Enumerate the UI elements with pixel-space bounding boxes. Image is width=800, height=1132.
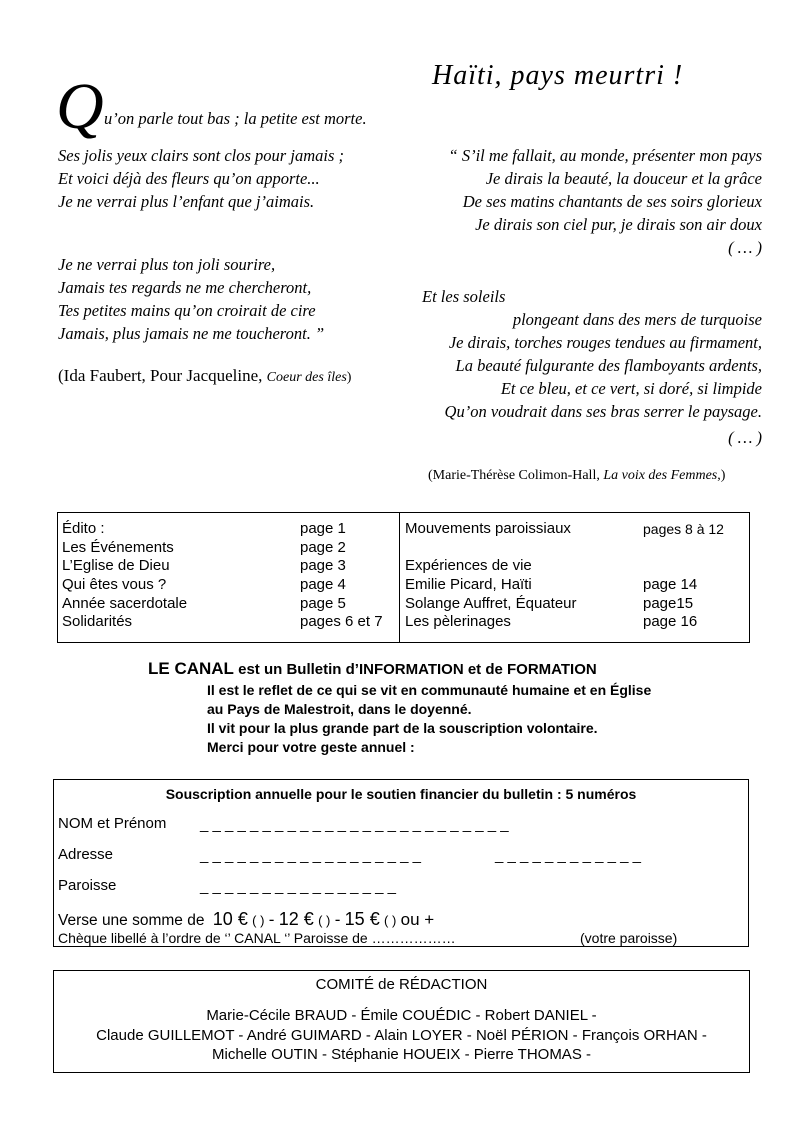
name-label: NOM et Prénom (58, 815, 167, 832)
canal-headline (148, 659, 597, 679)
poem-right-line: “ S’il me fallait, au monde, présenter mon pays (448, 146, 762, 165)
committee-line: Michelle OUTIN - Stéphanie HOUEIX - Pierre THOMAS - (212, 1046, 591, 1063)
toc-item-label: Solidarités (62, 613, 133, 630)
toc-item-page: pages 8 à 12 (643, 521, 724, 537)
poem-right-line: La beauté fulgurante des flamboyants ardents, (455, 356, 762, 375)
toc-item-page: pages 6 et 7 (300, 613, 383, 630)
poem-title: Haïti, pays meurtri ! (432, 60, 684, 91)
toc-item-page: page 3 (300, 557, 346, 574)
canal-line: Il est le reflet de ce qui se vit en communauté humaine et en Église (207, 682, 652, 698)
separator: - (334, 910, 341, 929)
toc-item-label: Les Événements (62, 539, 174, 556)
toc-item-page: page15 (643, 595, 694, 612)
citation-suffix: ) (346, 370, 352, 385)
poem-right-line: Je dirais la beauté, la douceur et la grâce (485, 169, 762, 188)
toc-item-page: page 2 (300, 539, 346, 556)
cheque-note: (votre paroisse) (580, 930, 678, 946)
poem-right-ellipsis: ( … ) (728, 428, 762, 447)
drop-cap: Q (56, 70, 104, 143)
address-label: Adresse (58, 846, 114, 863)
toc-section-header: Expériences de vie (405, 557, 532, 574)
poem-right-ellipsis: ( … ) (728, 238, 762, 257)
citation-work: Coeur des îles (266, 370, 347, 385)
poem-left-citation (58, 366, 351, 386)
poem-left-line: Ses jolis yeux clairs sont clos pour jamais ; (58, 146, 344, 165)
toc-item-label: L’Eglise de Dieu (62, 557, 170, 574)
canal-name: LE CANAL (148, 659, 234, 678)
amount-12-checkbox[interactable]: ( ) (318, 913, 331, 928)
amount-10: 10 € (212, 909, 248, 929)
canal-line: Il vit pour la plus grande part de la souscription volontaire. (207, 720, 598, 736)
committee-title: COMITÉ de RÉDACTION (315, 976, 488, 993)
amount-row (58, 910, 434, 929)
toc-item-label: Édito : (62, 520, 105, 537)
name-field[interactable]: _ _ _ _ _ _ _ _ _ _ _ _ _ _ _ _ _ _ _ _ _ _ _ _ _ (200, 816, 509, 833)
canal-headline-rest: est un Bulletin d’INFORMATION et de FORMATION (233, 661, 597, 678)
poem-right-line: Et ce bleu, et ce vert, si doré, si limpide (500, 379, 762, 398)
address-field[interactable]: _ _ _ _ _ _ _ _ _ _ _ _ _ _ _ _ _ _ (200, 847, 422, 864)
toc-item-label: Solange Auffret, Équateur (405, 595, 577, 612)
poem-right-line: Qu’on voudrait dans ses bras serrer le paysage. (444, 402, 762, 421)
poem-right-line: Je dirais son ciel pur, je dirais son air doux (475, 215, 762, 234)
cheque-line: Chèque libellé à l’ordre de ‘’ CANAL ‘’ Paroisse de ……………… (58, 930, 456, 946)
toc-item-page: page 16 (643, 613, 698, 630)
amount-15: 15 € (344, 909, 380, 929)
citation-prefix: (Marie-Thérèse Colimon-Hall, (428, 468, 604, 483)
subscription-title: Souscription annuelle pour le soutien financier du bulletin : 5 numéros (165, 786, 637, 802)
poem-left-line: Et voici déjà des fleurs qu’on apporte... (58, 169, 320, 188)
poem-left-line: Jamais, plus jamais ne me toucheront. ” (58, 324, 325, 343)
toc-item-page: page 5 (300, 595, 346, 612)
poem-left-line: Tes petites mains qu’on croirait de cire (58, 301, 316, 320)
amount-prefix: Verse une somme de (58, 912, 205, 929)
poem-left-line: Jamais tes regards ne me chercheront, (58, 278, 312, 297)
committee-line: Marie-Cécile BRAUD - Émile COUÉDIC - Robert DANIEL - (206, 1007, 597, 1024)
poem-right-line: Je dirais, torches rouges tendues au firmament, (448, 333, 762, 352)
poem-right-line: plongeant dans des mers de turquoise (512, 310, 762, 329)
canal-line: au Pays de Malestroit, dans le doyenné. (207, 701, 472, 717)
toc-item-label: Mouvements paroissiaux (405, 520, 571, 537)
separator: - (268, 910, 275, 929)
toc-item-page: page 14 (643, 576, 698, 593)
citation-prefix: (Ida Faubert, Pour Jacqueline, (58, 366, 267, 385)
parish-label: Paroisse (58, 877, 117, 894)
canal-line: Merci pour votre geste annuel : (207, 739, 415, 755)
toc-item-label: Qui êtes vous ? (62, 576, 167, 593)
poem-left-line: Je ne verrai plus ton joli sourire, (58, 255, 276, 274)
poem-right-line: Et les soleils (422, 287, 506, 306)
amount-suffix: ou + (400, 910, 435, 929)
parish-field[interactable]: _ _ _ _ _ _ _ _ _ _ _ _ _ _ _ _ (200, 878, 396, 895)
amount-15-checkbox[interactable]: ( ) (384, 913, 397, 928)
citation-suffix: ,) (717, 468, 726, 483)
poem-right-citation (428, 468, 725, 484)
toc-divider (399, 512, 400, 643)
toc-item-label: Emilie Picard, Haïti (405, 576, 532, 593)
poem-right-line: De ses matins chantants de ses soirs glorieux (462, 192, 762, 211)
toc-item-label: Année sacerdotale (62, 595, 188, 612)
committee-line: Claude GUILLEMOT - André GUIMARD - Alain LOYER - Noël PÉRION - François ORHAN - (96, 1027, 707, 1044)
amount-10-checkbox[interactable]: ( ) (252, 913, 265, 928)
poem-left-first-line: u’on parle tout bas ; la petite est morte. (104, 109, 367, 128)
amount-12: 12 € (278, 909, 314, 929)
citation-work: La voix des Femmes (603, 468, 718, 483)
address-field-2[interactable]: _ _ _ _ _ _ _ _ _ _ _ _ (495, 847, 641, 864)
poem-left-line: Je ne verrai plus l’enfant que j’aimais. (58, 192, 315, 211)
toc-item-label: Les pèlerinages (405, 613, 511, 630)
toc-item-page: page 1 (300, 520, 346, 537)
toc-item-page: page 4 (300, 576, 346, 593)
